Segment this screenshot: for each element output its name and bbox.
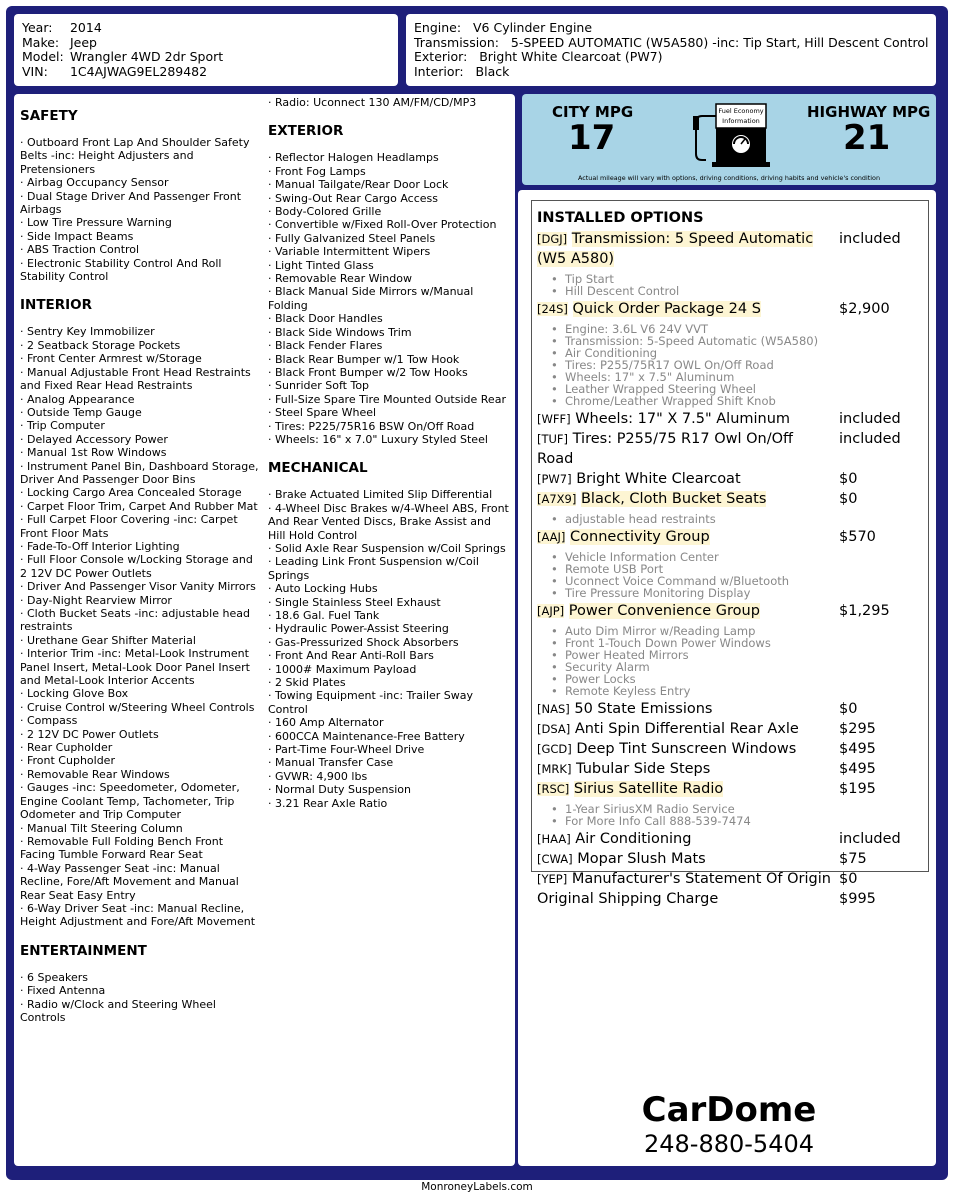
make-value: Jeep: [69, 34, 97, 50]
option-code: [HAA]: [537, 832, 571, 846]
option-label: Tires: P255/75 R17 Owl On/Off Road: [537, 431, 793, 467]
fuel-economy-panel: [522, 94, 936, 185]
interior-item: · Day-Night Rearview Mirror: [20, 593, 172, 607]
option-price: $75: [839, 851, 867, 867]
exterior-item: · Black Front Bumper w/2 Tow Hooks: [268, 365, 468, 379]
interior-title: INTERIOR: [20, 297, 93, 314]
year-value: 2014: [69, 20, 102, 35]
interior-value: Black: [475, 63, 510, 79]
fuel-icon-text-2: Information: [722, 117, 760, 125]
exterior-item: · Manual Tailgate/Rear Door Lock: [268, 178, 449, 192]
interior-item: · Cruise Control w/Steering Wheel Controls: [20, 700, 255, 714]
option-label: Quick Order Package 24 S: [572, 301, 761, 317]
option-sub-list: [551, 319, 923, 409]
option-row: [537, 759, 923, 779]
option-label: Anti Spin Differential Rear Axle: [574, 721, 799, 737]
specs-column-right: [268, 96, 511, 810]
option-label: Black, Cloth Bucket Seats: [580, 491, 767, 507]
option-price: $0: [839, 871, 858, 887]
option-sub-item: • Vehicle Information Center: [551, 551, 923, 563]
option-sub-item: • Tire Pressure Monitoring Display: [551, 587, 923, 599]
entertainment-title: ENTERTAINMENT: [20, 942, 147, 959]
exterior-item: · Steel Spare Wheel: [268, 406, 377, 420]
option-row: [537, 229, 923, 269]
option-code: [NAS]: [537, 702, 570, 716]
exterior-item: · Black Fender Flares: [268, 339, 383, 353]
option-row: [537, 299, 923, 319]
option-sub-item: • Remote Keyless Entry: [551, 685, 923, 697]
interior-item: · Analog Appearance: [20, 392, 135, 406]
option-price: $0: [839, 701, 858, 717]
option-name: [537, 429, 839, 469]
fuel-pump-icon: [686, 102, 776, 168]
option-sub-item: • Chrome/Leather Wrapped Shift Knob: [551, 395, 923, 407]
option-sub-item: • Auto Dim Mirror w/Reading Lamp: [551, 625, 923, 637]
interior-item: · Instrument Panel Bin, Dashboard Storage, Driver And Passenger Door Bins: [20, 459, 259, 486]
mileage-disclaimer: Actual mileage will vary with options, driving conditions, driving habits and vehicle's condition: [577, 174, 880, 182]
option-row: [537, 739, 923, 759]
exterior-item: · Black Side Windows Trim: [268, 325, 412, 339]
safety-item: · ABS Traction Control: [20, 243, 140, 257]
interior-item: · Locking Glove Box: [20, 687, 129, 701]
vin-row: VIN: 1C4AJWAG9EL289482: [22, 63, 208, 79]
option-price: included: [839, 231, 901, 247]
mechanical-item: · Normal Duty Suspension: [268, 783, 411, 797]
option-label: Connectivity Group: [570, 529, 710, 545]
highway-mpg-label: HIGHWAY MPG: [807, 103, 931, 121]
interior-item: · Driver And Passenger Visor Vanity Mirrors: [20, 580, 256, 594]
option-label: Manufacturer's Statement Of Origin: [571, 871, 831, 887]
option-row: [537, 829, 923, 849]
option-row: [537, 469, 923, 489]
mechanical-item: · 18.6 Gal. Fuel Tank: [268, 609, 380, 622]
option-code: [GCD]: [537, 742, 572, 756]
option-code: [CWA]: [537, 852, 573, 866]
transmission-value: 5-SPEED AUTOMATIC (W5A580) -inc: Tip Start, Hill Descent Control: [510, 34, 929, 50]
mechanical-item: · Auto Locking Hubs: [268, 582, 378, 596]
interior-item: · Locking Cargo Area Concealed Storage: [20, 486, 242, 500]
entertainment-item: · Radio: Uconnect 130 AM/FM/CD/MP3: [268, 96, 477, 109]
safety-title: SAFETY: [20, 108, 78, 124]
option-code: [AJP]: [537, 604, 565, 618]
mechanical-item: · 4-Wheel Disc Brakes w/4-Wheel ABS, Front And Rear Vented Discs, Brake Assist and Hill Hold Control: [268, 501, 509, 542]
interior-item: · Front Center Armrest w/Storage: [20, 352, 202, 366]
exterior-item: · Front Fog Lamps: [268, 164, 366, 178]
option-row: [537, 889, 923, 909]
exterior-item: · Variable Intermittent Wipers: [268, 245, 431, 259]
installed-options: [531, 200, 929, 907]
mechanical-item: · GVWR: 4,900 lbs: [268, 769, 368, 783]
option-price: included: [839, 831, 901, 847]
option-name: [537, 601, 839, 621]
safety-item: · Electronic Stability Control And Roll Stability Control: [20, 256, 222, 284]
option-label: Transmission: 5 Speed Automatic (W5 A580): [537, 231, 814, 267]
option-row: [537, 489, 923, 509]
mechanical-item: · Hydraulic Power-Assist Steering: [268, 622, 449, 636]
highway-mpg-value: 21: [843, 118, 891, 158]
interior-item: · Urethane Gear Shifter Material: [20, 633, 196, 647]
option-row: [537, 409, 923, 429]
safety-item: · Airbag Occupancy Sensor: [20, 176, 169, 190]
option-sub-list: [551, 621, 923, 699]
exterior-item: · Convertible w/Fixed Roll-Over Protection: [268, 218, 497, 232]
mechanical-item: · Single Stainless Steel Exhaust: [268, 595, 441, 609]
option-code: [A7X9]: [537, 492, 577, 506]
option-label: Mopar Slush Mats: [577, 851, 706, 867]
option-code: [PW7]: [537, 472, 572, 486]
interior-item: · Manual 1st Row Windows: [20, 446, 167, 460]
interior-row: Interior: Black: [414, 63, 510, 79]
engine-row: Engine: V6 Cylinder Engine: [414, 20, 593, 35]
option-label: Deep Tint Sunscreen Windows: [576, 741, 797, 757]
interior-item: · Trip Computer: [20, 419, 105, 433]
option-sub-item: • Leather Wrapped Steering Wheel: [551, 383, 923, 395]
interior-item: · Sentry Key Immobilizer: [20, 325, 155, 339]
option-row: [537, 719, 923, 739]
option-name: [537, 759, 839, 779]
exterior-item: · Full-Size Spare Tire Mounted Outside Rear: [268, 392, 506, 406]
option-sub-item: • Wheels: 17" x 7.5" Aluminum: [551, 371, 923, 383]
dealer-info: [520, 1090, 938, 1158]
exterior-item: · Black Door Handles: [268, 312, 383, 326]
option-code: [AAJ]: [537, 530, 566, 544]
option-sub-item: • For More Info Call 888-539-7474: [551, 815, 923, 827]
option-label: 50 State Emissions: [574, 701, 713, 717]
option-label: Sirius Satellite Radio: [573, 781, 724, 797]
interior-item: · Delayed Accessory Power: [20, 432, 168, 446]
option-name: [537, 849, 839, 869]
exterior-item: · Sunrider Soft Top: [268, 379, 370, 393]
option-price: $570: [839, 529, 876, 545]
option-row: [537, 601, 923, 621]
option-row: [537, 869, 923, 889]
engine-value: V6 Cylinder Engine: [472, 20, 593, 35]
safety-item: · Side Impact Beams: [20, 229, 134, 243]
section-gap: [268, 446, 511, 460]
footer-link[interactable]: MonroneyLabels.com: [421, 1181, 533, 1193]
option-name: [537, 489, 839, 509]
mechanical-item: · Towing Equipment -inc: Trailer Sway Control: [268, 689, 474, 716]
vin-value: 1C4AJWAG9EL289482: [69, 63, 208, 79]
interior-item: · 6-Way Driver Seat -inc: Manual Recline, Height Adjustment and Fore/Aft Movement: [20, 901, 256, 929]
option-label: Power Convenience Group: [568, 603, 760, 619]
option-label: Wheels: 17" X 7.5" Aluminum: [575, 411, 791, 427]
option-price: included: [839, 431, 901, 447]
option-label: Original Shipping Charge: [537, 891, 719, 907]
interior-item: · Cloth Bucket Seats -inc: adjustable head restraints: [20, 607, 250, 634]
option-sub-item: • Front 1-Touch Down Power Windows: [551, 637, 923, 649]
dealer-phone: 248-880-5404: [643, 1130, 814, 1158]
safety-item: · Outboard Front Lap And Shoulder Safety Belts -inc: Height Adjusters and Pretensioners: [20, 136, 250, 176]
option-sub-item: • Engine: 3.6L V6 24V VVT: [551, 323, 923, 335]
dealer-name: CarDome: [641, 1090, 817, 1130]
option-name: [537, 699, 839, 719]
mechanical-item: · 1000# Maximum Payload: [268, 662, 417, 676]
exterior-row: Exterior: Bright White Clearcoat (PW7): [414, 49, 663, 65]
option-code: [WFF]: [537, 412, 571, 426]
option-price: $295: [839, 721, 876, 737]
entertainment-item: · 6 Speakers: [20, 970, 88, 984]
option-row: [537, 849, 923, 869]
interior-item: · Full Floor Console w/Locking Storage and 2 12V DC Power Outlets: [20, 553, 253, 580]
option-price: $0: [839, 491, 858, 507]
option-code: [24S]: [537, 302, 568, 316]
section-gap: [20, 283, 260, 297]
option-price: $0: [839, 471, 858, 487]
mechanical-title: MECHANICAL: [268, 460, 368, 477]
option-sub-item: • Uconnect Voice Command w/Bluetooth: [551, 575, 923, 587]
exterior-item: · Light Tinted Glass: [268, 258, 374, 272]
exterior-item: · Tires: P225/75R16 BSW On/Off Road: [268, 419, 475, 433]
powertrain-info: [406, 14, 936, 86]
option-sub-item: • Power Locks: [551, 673, 923, 685]
option-row: [537, 527, 923, 547]
interior-item: · Compass: [20, 714, 78, 728]
option-row: [537, 699, 923, 719]
interior-item: · Gauges -inc: Speedometer, Odometer, Engine Coolant Temp, Tachometer, Trip Odometer and Trip Computer: [20, 781, 240, 822]
mechanical-item: · Leading Link Front Suspension w/Coil Springs: [268, 555, 479, 582]
exterior-title: EXTERIOR: [268, 123, 344, 140]
option-name: [537, 409, 839, 429]
exterior-item: · Swing-Out Rear Cargo Access: [268, 191, 438, 205]
option-code: [TUF]: [537, 432, 569, 446]
option-sub-list: [551, 799, 923, 829]
mechanical-item: · Brake Actuated Limited Slip Differential: [268, 488, 493, 502]
mechanical-item: · 160 Amp Alternator: [268, 716, 384, 730]
interior-item: · Front Cupholder: [20, 754, 115, 768]
city-mpg-label: CITY MPG: [552, 103, 634, 121]
interior-item: · Fade-To-Off Interior Lighting: [20, 539, 180, 553]
interior-item: · Rear Cupholder: [20, 741, 113, 755]
exterior-value: Bright White Clearcoat (PW7): [479, 49, 663, 65]
option-sub-item: • Tip Start: [551, 273, 923, 285]
option-price: $195: [839, 781, 876, 797]
mechanical-item: · Part-Time Four-Wheel Drive: [268, 743, 425, 757]
model-value: Wrangler 4WD 2dr Sport: [69, 49, 224, 65]
option-sub-item: • Tires: P255/75R17 OWL On/Off Road: [551, 359, 923, 371]
entertainment-item: · Fixed Antenna: [20, 984, 106, 998]
options-title: INSTALLED OPTIONS: [537, 210, 704, 226]
option-price: included: [839, 411, 901, 427]
section-gap: [268, 109, 511, 123]
interior-item: · Carpet Floor Trim, Carpet And Rubber Mat: [20, 499, 258, 513]
option-code: [RSC]: [537, 782, 570, 796]
option-sub-list: [551, 509, 923, 527]
interior-item: · Removable Full Folding Bench Front Facing Tumble Forward Rear Seat: [20, 834, 224, 862]
mechanical-item: · Front And Rear Anti-Roll Bars: [268, 649, 434, 663]
interior-item: · Outside Temp Gauge: [20, 405, 142, 419]
option-sub-list: [551, 547, 923, 601]
exterior-item: · Black Manual Side Mirrors w/Manual Folding: [268, 285, 474, 312]
exterior-item: · Black Rear Bumper w/1 Tow Hook: [268, 352, 460, 366]
option-price: $1,295: [839, 603, 890, 619]
option-sub-item: • Air Conditioning: [551, 347, 923, 359]
option-price: $2,900: [839, 301, 890, 317]
option-label: Tubular Side Steps: [576, 761, 711, 777]
standard-equipment: [14, 94, 515, 1166]
exterior-item: · Reflector Halogen Headlamps: [268, 151, 439, 165]
interior-item: · 4-Way Passenger Seat -inc: Manual Recline, Fore/Aft Movement and Manual Rear Seat Easy Entry: [20, 861, 239, 902]
option-name: [537, 779, 839, 799]
exterior-item: · Body-Colored Grille: [268, 205, 382, 219]
option-sub-item: • Remote USB Port: [551, 563, 923, 575]
exterior-item: · Fully Galvanized Steel Panels: [268, 231, 436, 245]
fuel-icon-text-1: Fuel Economy: [718, 107, 764, 115]
interior-item: · Manual Adjustable Front Head Restraints and Fixed Rear Head Restraints: [20, 365, 251, 393]
option-name: [537, 739, 839, 759]
option-sub-item: • Transmission: 5-Speed Automatic (W5A580): [551, 335, 923, 347]
safety-item: · Dual Stage Driver And Passenger Front Airbags: [20, 189, 242, 217]
year-row: Year: 2014: [22, 20, 102, 35]
option-sub-item: • Power Heated Mirrors: [551, 649, 923, 661]
option-code: [YEP]: [537, 872, 568, 886]
option-row: [537, 779, 923, 799]
city-mpg-value: 17: [568, 118, 616, 158]
mechanical-item: · Solid Axle Rear Suspension w/Coil Springs: [268, 541, 506, 555]
interior-item: · 2 Seatback Storage Pockets: [20, 338, 181, 352]
option-name: [537, 829, 839, 849]
vehicle-info: [14, 14, 398, 86]
mechanical-item: · 3.21 Rear Axle Ratio: [268, 796, 388, 810]
option-name: [537, 229, 839, 269]
mechanical-item: · 600CCA Maintenance-Free Battery: [268, 729, 465, 743]
option-name: [537, 719, 839, 739]
option-row: [537, 429, 923, 469]
option-name: [537, 869, 839, 889]
option-name: [537, 527, 839, 547]
specs-column-left: [20, 108, 260, 1024]
option-sub-item: • 1-Year SiriusXM Radio Service: [551, 803, 923, 815]
interior-item: · 2 12V DC Power Outlets: [20, 727, 159, 741]
option-price: $995: [839, 891, 876, 907]
option-price: $495: [839, 741, 876, 757]
option-price: $495: [839, 761, 876, 777]
model-row: Model: Wrangler 4WD 2dr Sport: [22, 49, 224, 65]
interior-item: · Interior Trim -inc: Metal-Look Instrument Panel Insert, Metal-Look Door Panel Insert and Metal-Look Interior Accents: [20, 647, 250, 688]
safety-item: · Low Tire Pressure Warning: [20, 216, 172, 230]
interior-item: · Manual Tilt Steering Column: [20, 821, 183, 835]
option-sub-item: • adjustable head restraints: [551, 513, 923, 525]
mechanical-item: · Gas-Pressurized Shock Absorbers: [268, 635, 459, 649]
mechanical-item: · Manual Transfer Case: [268, 756, 394, 770]
option-sub-item: • Hill Descent Control: [551, 285, 923, 297]
option-code: [MRK]: [537, 762, 572, 776]
option-code: [DSA]: [537, 722, 571, 736]
option-name: [537, 889, 839, 909]
section-gap: [20, 929, 260, 943]
make-row: Make: Jeep: [22, 34, 97, 50]
option-label: Bright White Clearcoat: [576, 471, 741, 487]
option-sub-list: [551, 269, 923, 299]
interior-item: · Full Carpet Floor Covering -inc: Carpet Front Floor Mats: [20, 513, 238, 540]
transmission-row: Transmission: 5-SPEED AUTOMATIC (W5A580) -inc: Tip Start, Hill Descent Control: [414, 34, 929, 50]
option-name: [537, 299, 839, 319]
entertainment-item: · Radio w/Clock and Steering Wheel Controls: [20, 997, 216, 1024]
exterior-item: · Removable Rear Window: [268, 272, 412, 286]
option-sub-item: • Security Alarm: [551, 661, 923, 673]
interior-item: · Removable Rear Windows: [20, 767, 170, 781]
option-name: [537, 469, 839, 489]
option-code: [DGJ]: [537, 232, 568, 246]
option-label: Air Conditioning: [575, 831, 692, 847]
mechanical-item: · 2 Skid Plates: [268, 676, 346, 690]
exterior-item: · Wheels: 16" x 7.0" Luxury Styled Steel: [268, 432, 488, 446]
